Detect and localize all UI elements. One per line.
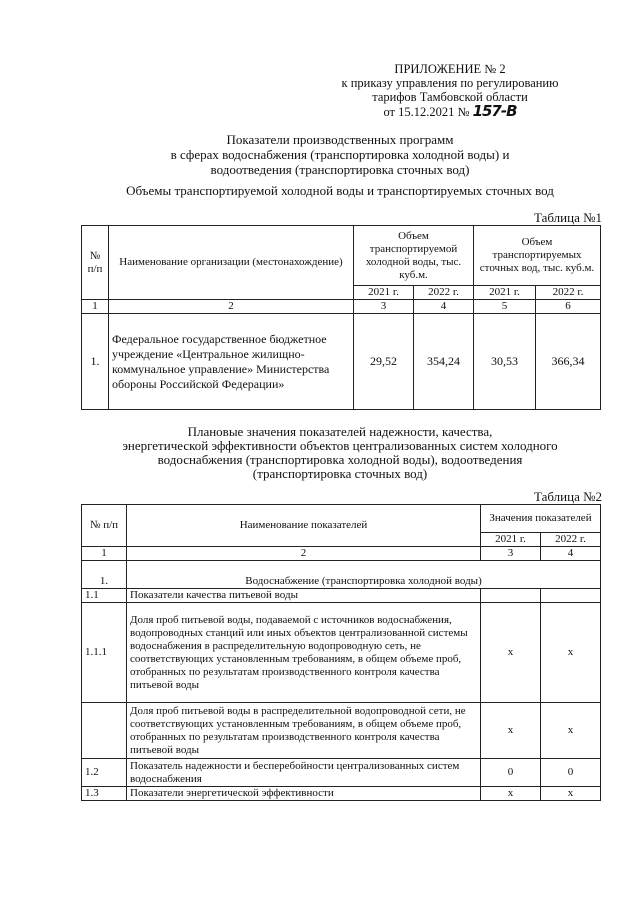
t2-header-2022: 2022 г. [541, 533, 601, 547]
t1-row-num: 1. [82, 314, 109, 410]
t2-row-2021 [481, 589, 541, 603]
t1-header-num: № п/п [82, 226, 109, 300]
t2-row-2022: x [541, 787, 601, 801]
annex-title: ПРИЛОЖЕНИЕ № 2 [394, 62, 506, 76]
table-row [82, 703, 601, 759]
t1-header-water: Объем транспортируемой холодной воды, тыс. куб.м. [354, 226, 474, 286]
t1-header-sewage-2022: 2022 г. [536, 286, 601, 300]
t2-row-2021: x [481, 703, 541, 759]
table-row [82, 603, 601, 703]
t2-header-name: Наименование показателей [127, 505, 481, 547]
annex-date: от 15.12.2021 № [383, 105, 470, 119]
t2-index-row [82, 547, 601, 561]
t1-index-cell: 5 [474, 300, 536, 314]
t1-row-org: Федеральное государственное бюджетное учреждение «Центральное жилищно-коммунальное управление» Министерства обороны Российской Федерации» [109, 314, 354, 410]
t2-row-2021: x [481, 603, 541, 703]
t2-header-num: № п/п [82, 505, 127, 547]
handwritten-order-number: 157-В [472, 102, 517, 120]
t2-row-2022: 0 [541, 759, 601, 787]
t2-section-title: Водоснабжение (транспортировка холодной воды) [127, 561, 601, 589]
table-indicators [81, 504, 601, 801]
t2-row-num: 1.2 [82, 759, 127, 787]
table-row [82, 759, 601, 787]
t1-index-cell: 6 [536, 300, 601, 314]
t1-index-cell: 2 [109, 300, 354, 314]
t1-header-org: Наименование организации (местонахождение) [109, 226, 354, 300]
table-row [82, 314, 601, 410]
heading-programs [90, 132, 590, 177]
t1-header-water-2021: 2021 г. [354, 286, 414, 300]
heading-programs-line-2: в сферах водоснабжения (транспортировка холодной воды) и [170, 147, 510, 162]
table-row [82, 787, 601, 801]
t2-index-cell: 3 [481, 547, 541, 561]
t2-row-2022: x [541, 603, 601, 703]
t1-header-water-2022: 2022 г. [414, 286, 474, 300]
t1-index-row [82, 300, 601, 314]
t2-row-name: Показатель надежности и бесперебойности централизованных систем водоснабжения [127, 759, 481, 787]
heading-indicators-line-3: водоснабжения (транспортировка холодной воды), водоотведения [157, 452, 523, 467]
t2-row-2021: x [481, 787, 541, 801]
table2-caption: Таблица №2 [533, 489, 602, 504]
t1-row-sewage-2021: 30,53 [474, 314, 536, 410]
t1-header-sewage-2021: 2021 г. [474, 286, 536, 300]
t2-section-row [82, 561, 601, 589]
t1-header-sewage: Объем транспортируемых сточных вод, тыс. куб.м. [474, 226, 601, 286]
t2-index-cell: 1 [82, 547, 127, 561]
t2-row-num: 1.1 [82, 589, 127, 603]
t2-row-2022: x [541, 703, 601, 759]
table-row [82, 589, 601, 603]
t2-row-name: Показатели энергетической эффективности [127, 787, 481, 801]
heading-volumes: Объемы транспортируемой холодной воды и транспортируемых сточных вод [126, 183, 554, 198]
annex-line-3 [300, 104, 600, 119]
t2-index-cell: 2 [127, 547, 481, 561]
t2-row-num [82, 703, 127, 759]
t2-header-2021: 2021 г. [481, 533, 541, 547]
table-volumes [81, 225, 601, 410]
annex-line-1: к приказу управления по регулированию [341, 76, 559, 90]
t2-row-name: Доля проб питьевой воды в распределительной водопроводной сети, не соответствующих установленным требованиям, в общем объеме проб, отобранных по результатам производственного контроля качества питьевой воды [127, 703, 481, 759]
heading-indicators [80, 425, 600, 481]
t2-header-values: Значения показателей [481, 505, 601, 533]
t1-row-water-2021: 29,52 [354, 314, 414, 410]
t1-index-cell: 1 [82, 300, 109, 314]
t2-row-2021: 0 [481, 759, 541, 787]
t1-index-cell: 4 [414, 300, 474, 314]
heading-programs-line-3: водоотведения (транспортировка сточных вод) [210, 162, 470, 177]
t2-index-cell: 4 [541, 547, 601, 561]
t2-row-num: 1.3 [82, 787, 127, 801]
t1-row-sewage-2022: 366,34 [536, 314, 601, 410]
t2-row-2022 [541, 589, 601, 603]
heading-programs-line-1: Показатели производственных программ [226, 132, 454, 147]
t1-index-cell: 3 [354, 300, 414, 314]
heading-indicators-line-4: (транспортировка сточных вод) [252, 466, 428, 481]
annex-line-2: тарифов Тамбовской области [372, 90, 528, 104]
t2-section-num: 1. [82, 561, 127, 589]
table1-caption: Таблица №1 [533, 210, 602, 225]
heading-indicators-line-1: Плановые значения показателей надежности, качества, [187, 424, 493, 439]
t2-row-num: 1.1.1 [82, 603, 127, 703]
t1-row-water-2022: 354,24 [414, 314, 474, 410]
t2-row-name: Показатели качества питьевой воды [127, 589, 481, 603]
heading-indicators-line-2: энергетической эффективности объектов централизованных систем холодного [122, 438, 558, 453]
t2-row-name: Доля проб питьевой воды, подаваемой с источников водоснабжения, водопроводных станций или иных объектов централизованной системы водоснабжения в распределительную водопроводную сеть, не соответствующих установленным требованиям, в общем объеме проб, отобранных по результатам производственного контроля качества питьевой воды [127, 603, 481, 703]
annex-block [300, 62, 600, 119]
